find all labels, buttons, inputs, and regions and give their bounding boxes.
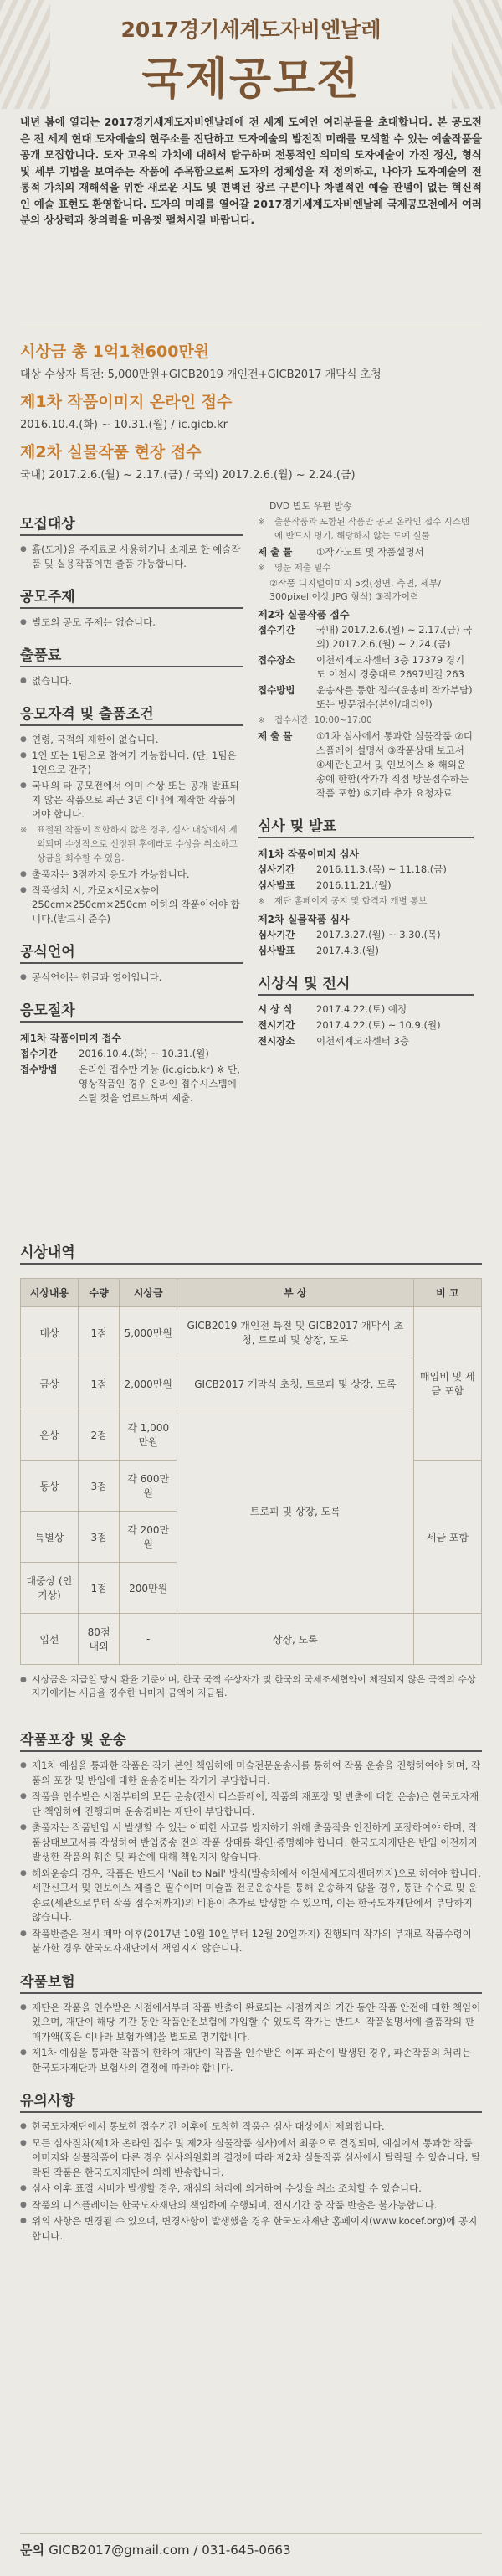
- kv-key: 심사발표: [258, 879, 295, 891]
- prize-summary: [20, 327, 482, 485]
- cell-prize: 각 600만원: [120, 1461, 177, 1512]
- kv-key: 심사발표: [258, 945, 295, 956]
- caution-item: ● 심사 이후 표절 시비가 발생할 경우, 재심의 처리에 의거하여 수상을 취소 조치할 수 있습니다.: [20, 2182, 482, 2197]
- awards-heading: 시상내역: [20, 1240, 482, 1265]
- caution-item: ● 위의 사항은 변경될 수 있으며, 변경사항이 발생했을 경우 한국도자재단 홈페이지(www.kocef.org)에 공지합니다.: [20, 2214, 482, 2244]
- award-place: [258, 1034, 474, 1048]
- spec-item: ● 국내외 타 공모전에서 이미 수상 또는 공개 발표되지 않은 작품으로 최근 3년 이내에 제작한 작품이어야 합니다.: [20, 779, 243, 822]
- step2-heading: 제2차 실물작품 현장 접수: [20, 443, 202, 461]
- theme-heading: 공모주제: [20, 585, 243, 609]
- caution-heading: 유의사항: [20, 2089, 482, 2113]
- cell-qty: 1점: [78, 1358, 120, 1409]
- spec-note: ※ 표절된 작품이 적합하지 않은 경우, 심사 대상에서 제외되며 수상작으로 선정된 후에라도 수상을 취소하고 상금을 회수할 수 있음.: [20, 823, 243, 866]
- table-row: [21, 1307, 482, 1358]
- cell-qty: 1점: [78, 1307, 120, 1358]
- method-subheading: 제1차 작품이미지 접수: [20, 1033, 122, 1044]
- cell-qty: 3점: [78, 1461, 120, 1512]
- header-subtitle: 2017경기세계도자비엔날레: [120, 18, 382, 42]
- dvd-note: ※ 출품작품과 포함된 작품만 공모 온라인 접수 시스템에 반드시 명기, 해당하지 않는 도예 실물: [258, 515, 474, 544]
- cell-extra: 트로피 및 상장, 도록: [177, 1409, 414, 1614]
- cell-award: 대중상 (인기상): [21, 1563, 79, 1614]
- step2-place: [258, 653, 474, 682]
- cell-extra: 상장, 도록: [177, 1614, 414, 1665]
- column-header: 수량: [78, 1279, 120, 1307]
- method-way: [20, 1063, 243, 1105]
- step1-heading: 제1차 작품이미지 온라인 접수: [20, 393, 233, 411]
- spec-item: ● 작품설치 시, 가로×세로×높이 250cm×250cm×250cm 이하의 작품이어야 합니다.(받드시 준수): [20, 884, 243, 926]
- submission-items-2: ②작품 디지털이미지 5컷(정면, 측면, 세부/ 300pixel 이상 JPG 형식) ③작가이력: [269, 578, 442, 602]
- kv-key: 제 출 물: [258, 546, 293, 558]
- cell-award: 입선: [21, 1614, 79, 1665]
- cell-prize: 각 200만원: [120, 1512, 177, 1563]
- pack-item: ● 제1차 예심을 통과한 작품은 작가 본인 책임하에 미술전문운송사를 통하여 작품 운송을 진행하여야 하며, 작품의 포장 및 반입에 대한 운송경비는 작가가 부담합니다.: [20, 1759, 482, 1788]
- awards-table: [20, 1278, 482, 1665]
- right-column: [251, 500, 482, 1212]
- caution-item: ● 한국도자재단에서 통보한 접수기간 이후에 도착한 작품은 심사 대상에서 제외합니다.: [20, 2120, 482, 2135]
- kv-value: 2016.10.4.(화) ~ 10.31.(월): [79, 1048, 209, 1059]
- contact-label: 문의: [20, 2543, 44, 2558]
- theme-item: ● 별도의 공모 주제는 없습니다.: [20, 616, 243, 630]
- kv-value: 운송사를 통한 접수(운송비 작가부담) 또는 방문접수(본인/대리인): [316, 684, 473, 710]
- contact-footer: [20, 2533, 482, 2558]
- step2-note: ※ 접수시간: 10:00~17:00: [258, 714, 474, 728]
- judge1-note: ※ 재단 홈페이지 공지 및 합격자 개별 통보: [258, 894, 474, 909]
- pack-heading: 작품포장 및 운송: [20, 1728, 482, 1752]
- spec-item: ● 연령, 국적의 제한이 없습니다.: [20, 733, 243, 747]
- step2-items: [258, 729, 474, 801]
- submission-note: ※ 영문 제출 필수: [258, 561, 474, 575]
- table-header-row: [21, 1279, 482, 1307]
- kv-key: 접수방법: [258, 684, 295, 696]
- step2-period: [258, 623, 474, 652]
- pack-item: ● 작품반출은 전시 폐막 이후(2017년 10월 10일부터 12월 20일까지) 진행되며 작가의 부재로 작품수령이 불가한 경우 한국도자재단에서 책임지지 않습니다.: [20, 1927, 482, 1956]
- kv-value: 2017.4.22.(토) ~ 10.9.(월): [316, 1019, 441, 1031]
- caution-item: ● 작품의 디스플레이는 한국도자재단의 책임하에 수행되며, 전시기간 중 작품 반출은 불가능합니다.: [20, 2198, 482, 2213]
- kv-value: 2016.11.3.(목) ~ 11.18.(금): [316, 863, 447, 875]
- award-ceremony: [258, 1002, 474, 1017]
- intro-text: 내년 봄에 열리는 2017경기세계도자비엔날레에 전 세계 도예인 여러분들을 초대합니다. 본 공모전은 전 세계 현대 도자예술의 현주소를 진단하고 도자예술의 발전적 미래를 모색할 수 있는 예술작품을 공개 모집합니다. 도자 고유의 가치에 대해서 탐구하며 전통적인 의미의 도자예술이 가진 정신, 형식 및 세부 기법을 보여주는 작품에 주목함으로써 도자의 정체성을 재 정의하고, 나아가 도자예술의 전통적 가치의 재해석을 위한 새로운 시도 및 편벽된 장르 구분이나 차별적인 예술 관념이 없는 혁신적인 예술 표현도 환영합니다. 도자의 미래를 열어갈 2017경기세계도자비엔날레 국제공모전에서 여러분의 상상력과 창의력을 마음껏 펼쳐시길 바랍니다.: [20, 116, 482, 226]
- kv-value: 온라인 접수만 가능 (ic.gicb.kr) ※ 단, 영상작품인 경우 온라인 접수시스템에 스틸 컷을 업로드하여 제출.: [79, 1064, 240, 1104]
- judge-heading: 심사 및 발표: [258, 814, 474, 838]
- note-item: ● 시상금은 지급일 당시 환율 기준이며, 한국 국적 수상자가 및 한국의 국제조세협약이 체결되지 않은 국적의 수상자가에게는 세금을 징수한 나머지 금액이 지급됨.: [20, 1673, 482, 1698]
- awards-notes: [20, 1673, 482, 1698]
- spec-item: ● 출품자는 3점까지 응모가 가능합니다.: [20, 868, 243, 882]
- kv-value: 이천세계도자센터 3층 17379 경기도 이천시 경충대로 2697번길 263: [316, 654, 465, 680]
- column-header: 시상금: [120, 1279, 177, 1307]
- cell-extra: GICB2019 개인전 특전 및 GICB2017 개막식 초청, 트로피 및 상장, 도록: [177, 1307, 414, 1358]
- cell-qty: 2점: [78, 1409, 120, 1461]
- cell-note: 세금 포함: [413, 1461, 481, 1614]
- cell-prize: 200만원: [120, 1563, 177, 1614]
- cell-extra: GICB2017 개막식 초청, 트로피 및 상장, 도록: [177, 1358, 414, 1409]
- prize-heading: 시상금 총 1억1천600만원: [20, 343, 210, 361]
- insurance-heading: 작품보험: [20, 1970, 482, 1994]
- prize-detail: 대상 수상자 특전: 5,000만원+GICB2019 개인전+GICB2017 개막식 초청: [20, 368, 382, 381]
- table-row: [21, 1409, 482, 1461]
- kv-key: 접수방법: [20, 1064, 58, 1075]
- step2-detail: 국내) 2017.2.6.(월) ~ 2.17.(금) / 국외) 2017.2.6.(월) ~ 2.24.(금): [20, 469, 356, 482]
- kv-value: 2017.4.22.(토) 예정: [316, 1003, 407, 1015]
- kv-value: 국내) 2017.2.6.(월) ~ 2.17.(금) 국외) 2017.2.6.(월) ~ 2.24.(금): [316, 624, 473, 650]
- judge2-period: [258, 928, 474, 942]
- kv-value: 이천세계도자센터 3층: [316, 1035, 409, 1047]
- cell-prize: 2,000만원: [120, 1358, 177, 1409]
- judge2-result: [258, 944, 474, 958]
- cell-award: 특별상: [21, 1512, 79, 1563]
- cell-note: 매입비 및 세금 포함: [413, 1307, 481, 1461]
- kv-key: 접수장소: [258, 654, 295, 666]
- recruit-heading: 모집대상: [20, 512, 243, 536]
- kv-value: ①작가노트 및 작품설명서: [316, 546, 424, 558]
- submission-items: [258, 545, 474, 559]
- awards-section: [20, 1229, 482, 1698]
- cell-award: 금상: [21, 1358, 79, 1409]
- cell-prize: 5,000만원: [120, 1307, 177, 1358]
- cell-award: 동상: [21, 1461, 79, 1512]
- table-row: [21, 1614, 482, 1665]
- left-column: [20, 500, 251, 1212]
- award-heading: 시상식 및 전시: [258, 971, 474, 996]
- step2-method: [258, 683, 474, 712]
- spec-heading: 응모자격 및 출품조건: [20, 702, 243, 726]
- kv-key: 심사기간: [258, 863, 295, 875]
- cell-qty: 3점: [78, 1512, 120, 1563]
- judge1-subheading: 제1차 작품이미지 심사: [258, 848, 360, 860]
- kv-value: 2016.11.21.(월): [316, 879, 392, 891]
- insurance-item: ● 재단은 작품을 인수받은 시점에서부터 작품 반출이 완료되는 시점까지의 기간 동안 작품 안전에 대한 책임이 있으며, 재단이 해당 기간 동안 작품안전보험에 가입할 수 있도록 작가는 반드시 작품설명서에 출품작의 판매가액(혹은 이나라 보험가액)을 별도로 명기합니다.: [20, 2001, 482, 2045]
- table-row: [21, 1358, 482, 1409]
- lang-item: ● 공식언어는 한글과 영어입니다.: [20, 971, 243, 985]
- cell-award: 은상: [21, 1409, 79, 1461]
- step2-subheading: 제2차 실물작품 접수: [258, 609, 350, 621]
- caution-item: ● 모든 심사절차(제1차 온라인 접수 및 제2차 실물작품 심사)에서 최종으로 결정되며, 예심에서 통과한 작품 이미지와 실물작품이 다른 경우 심사위원회의 결정에 따라 제2차 실물작품 심사에서 탈락될 수 있습니다. 탈락된 작품은 한국도자재단에 의해 반송합니다.: [20, 2136, 482, 2181]
- column-header: 비 고: [413, 1279, 481, 1307]
- cell-note: [413, 1614, 481, 1665]
- details-columns: [20, 500, 482, 1212]
- kv-key: 전시기간: [258, 1019, 295, 1031]
- cell-prize: 각 1,000만원: [120, 1409, 177, 1461]
- pack-item: ● 출품자는 작품반입 시 발생할 수 있는 어떠한 사고를 방지하기 위해 출품작을 안전하게 포장하여야 하며, 작품상태보고서를 작성하여 반입중송 전의 작품 상태를 확인·증명해야 합니다. 한국도자재단은 반입 이전까지 발생한 작품의 훼손 및 파손에 대해 책임지지 않습니다.: [20, 1821, 482, 1865]
- cell-prize: -: [120, 1614, 177, 1665]
- fee-item: ● 없습니다.: [20, 674, 243, 688]
- header: [0, 0, 502, 109]
- lang-heading: 공식언어: [20, 940, 243, 964]
- kv-key: 접수기간: [258, 624, 295, 636]
- kv-value: 2017.4.3.(월): [316, 945, 379, 956]
- column-header: 부 상: [177, 1279, 414, 1307]
- kv-key: 전시장소: [258, 1035, 295, 1047]
- kv-key: 접수기간: [20, 1048, 58, 1059]
- judge2-subheading: 제2차 실물작품 심사: [258, 914, 350, 925]
- cell-qty: 1점: [78, 1563, 120, 1614]
- step1-detail: 2016.10.4.(화) ~ 10.31.(월) / ic.gicb.kr: [20, 419, 228, 431]
- kv-key: 제 출 물: [258, 730, 293, 742]
- cell-award: 대상: [21, 1307, 79, 1358]
- recruit-item: ● 흙(도자)을 주재료로 사용하거나 소재로 한 예술작품 및 실용작품이면 출품 가능합니다.: [20, 543, 243, 571]
- judge1-period: [258, 863, 474, 877]
- column-header: 시상내용: [21, 1279, 79, 1307]
- bottom-section: [20, 1716, 482, 2352]
- kv-value: ①1차 심사에서 통과한 실물작품 ②디스플레이 설명서 ③작품상태 보고서 ④세관신고서 및 인보이스 ※ 해외운송에 한함(작가가 직접 방문접수하는 작품 포함) ⑤기타 추가 요청자료: [316, 730, 473, 799]
- method-period: [20, 1047, 243, 1061]
- award-period: [258, 1018, 474, 1033]
- dvd-text: DVD 별도 우편 발송: [269, 501, 352, 512]
- insurance-item: ● 제1차 예심을 통과한 작품에 한하여 재단이 작품을 인수받은 이후 파손이 발생된 경우, 파손작품의 처리는 한국도자재단과 보험사의 결정에 따라야 합니다.: [20, 2046, 482, 2075]
- kv-key: 시 상 식: [258, 1003, 293, 1015]
- pack-item: ● 작품을 인수받은 시점부터의 모든 운송(전시 디스플레이, 작품의 재포장 및 반출에 대한 운송)은 한국도자재단 책임하에 진행되며 운송경비는 재단이 부담합니다.: [20, 1790, 482, 1819]
- kv-key: 심사기간: [258, 929, 295, 940]
- kv-value: 2017.3.27.(월) ~ 3.30.(목): [316, 929, 441, 940]
- judge1-result: [258, 878, 474, 893]
- pack-item: ● 해외운송의 경우, 작품은 반드시 'Nail to Nail' 방식(발송처에서 이천세계도자센터까지)으로 하여야 합니다. 세관신고서 및 인보이스 제출은 필수이며 미술품 전문운송사를 통해 운송하지 않을 경우, 통관 수수료 및 운송료(세관으로부터 작품 접수처까지)의 비용이 추가로 발생할 수 있으며, 이는 한국도자재단에서 부담하지 않습니다.: [20, 1867, 482, 1925]
- fee-heading: 출품료: [20, 643, 243, 667]
- header-title: 국제공모전: [141, 54, 361, 105]
- contact-info: GICB2017@gmail.com / 031-645-0663: [49, 2543, 291, 2558]
- method-heading: 응모절차: [20, 998, 243, 1023]
- cell-qty: 80점 내외: [78, 1614, 120, 1665]
- spec-item: ● 1인 또는 1팀으로 참여가 가능합니다. (단, 1팀은 1인으로 간주): [20, 749, 243, 777]
